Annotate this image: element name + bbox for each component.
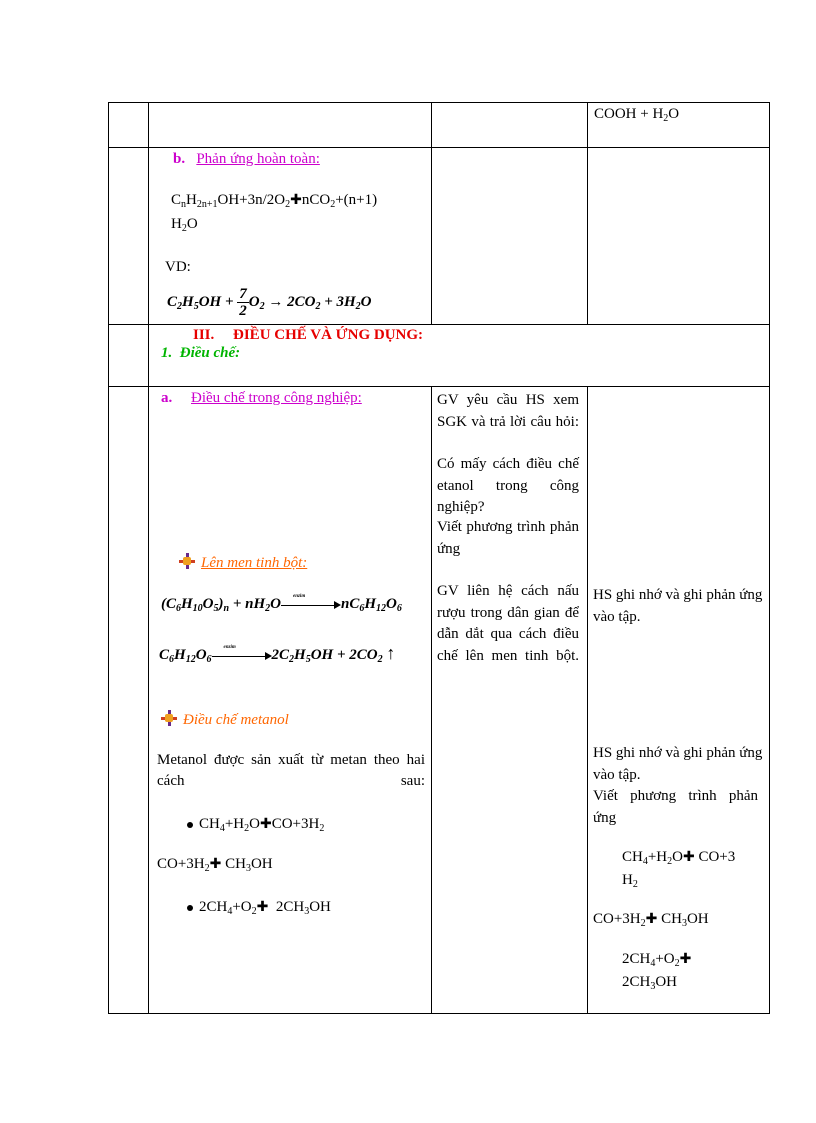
lesson-table [108,102,770,1014]
reaction-arrow: enzim [281,600,341,610]
methanol-method-1: $CH_4+H_2O✚CO+3H_2$ [187,816,324,833]
table-row [109,148,770,325]
table-row [109,325,770,387]
table-cell [588,387,770,1014]
table-cell [149,103,432,148]
table-cell [109,103,149,148]
section-title: III. ĐIỀU CHẾ VÀ ỨNG DỤNG: [193,327,424,343]
table-cell [149,148,432,325]
teacher-question-3: Viết phương trình phản ứng [437,519,579,557]
table-cell [588,103,770,148]
table-cell [432,103,588,148]
student-task-2: HS ghi nhớ và ghi phản ứng vào tập. [593,745,763,783]
student-equation-2: $CO+3H_2✚$ $CH_3OH$ [593,911,709,929]
table-cell [109,148,149,325]
student-equation-3-line2: $2CH_3OH$ [622,974,678,992]
pin-icon [179,553,195,569]
table-cell [432,387,588,1014]
student-equation-3: $2CH_4+O_2✚$ [622,951,692,969]
table-cell [149,387,432,1014]
fermentation-equation-1: $(C_6H_{10}O_5)_n + nH_2O$ enzim $nC_6H_{12}O_6$ [161,593,402,614]
student-task-3: Viết phương trình phản ứng [593,788,758,826]
general-equation: $C_nH_{2n+1}OH+3n/2O_2✚nCO_2+(n+1)$ [171,192,378,210]
fermentation-label: Lên men tinh bột: [179,553,307,572]
reaction-text: COOH + $H_2O$ [594,106,680,124]
table-cell [109,387,149,1014]
student-task-1: HS ghi nhớ và ghi phản ứng vào tập. [593,587,763,625]
subsection-title: 1. Điều chế: [161,345,241,361]
student-equation-1-line2: $H_2$ [622,872,638,890]
section-heading: a. Điều chế trong công nghiệp: [161,390,362,406]
bullet-icon [187,905,193,911]
table-cell [588,148,770,325]
pin-icon [161,710,177,726]
table-row [109,387,770,1014]
student-equation-1: $CH_4+H_2O✚$ CO+3 [622,849,736,867]
methanol-method-2: $2CH_4+O_2✚$ $2CH_3OH$ [187,899,331,916]
reaction-arrow: enzim [212,651,272,661]
teacher-question-1: GV yêu cầu HS xem SGK và trả lời câu hỏi: [437,392,579,430]
teacher-question-2: Có mấy cách điều chế etanol trong công nghiệp? [437,456,579,515]
fermentation-equation-2: $C_6H_{12}O_6$ enzim $2C_2H_5OH + 2CO_2$ ↑ [159,643,396,665]
bullet-icon [187,822,193,828]
table-cell [109,325,149,387]
example-label: VD: [165,259,191,275]
example-equation: $C_2H_5OH$ + $\frac{7}{2}$ $O_2 \to 2CO_2 + 3H_2O$ [167,286,372,319]
methanol-label: Điều chế metanol [161,710,289,729]
table-cell [149,325,770,387]
methanol-intro: Metanol được sản xuất từ metan theo hai cách sau: [157,752,425,789]
methanol-method-1b: $CO+3H_2✚$ $CH_3OH$ [157,856,273,874]
table-cell [432,148,588,325]
table-row [109,103,770,148]
general-equation-line2: $H_2O$ [171,216,198,234]
teacher-note: GV liên hệ cách nấu rượu trong dân gian để dẫn dắt qua cách điều chế lên men tinh bột. [437,583,579,664]
section-heading: b. Phản ứng hoàn toàn: [173,151,320,167]
